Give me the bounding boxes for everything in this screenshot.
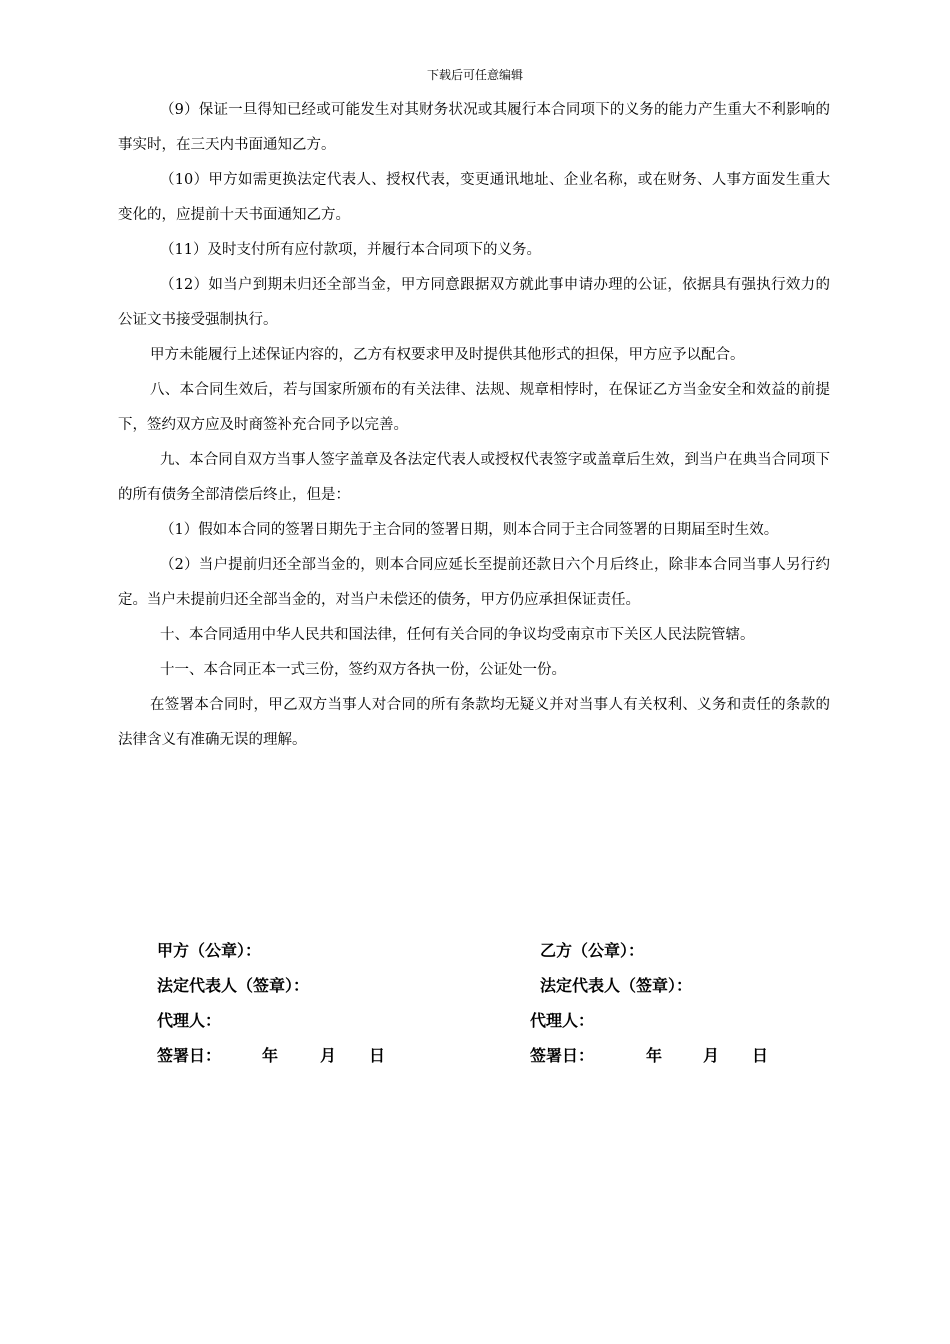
article-9-item-1: （1）假如本合同的签署日期先于主合同的签署日期，则本合同于主合同签署的日期届至时生效。 [160,522,779,538]
party-b-year: 年 [646,1046,663,1065]
article-9: 九、本合同自双方当事人签字盖章及各法定代表人或授权代表签字或盖章后生效，到当户在典当合同项下的所有债务全部清偿后终止，但是： [118,452,830,503]
party-a-seal-label: 甲方（公章）： [157,941,262,960]
party-a-month: 月 [320,1046,337,1065]
page-header: 下载后可任意编辑 [426,68,523,82]
party-b-day: 日 [752,1046,769,1065]
party-b-agent-label: 代理人： [530,1011,595,1030]
article-8: 八、本合同生效后，若与国家所颁布的有关法律、法规、规章相悖时，在保证乙方当金安全和效益的前提下，签约双方应及时商签补充合同予以完善。 [118,382,830,433]
party-a-legal-rep-label: 法定代表人（签章）： [157,976,310,995]
contract-body [118,93,830,758]
clause-12: （12）如当户到期未归还全部当金，甲方同意跟据双方就此事申请办理的公证，依据具有强执行效力的公证文书接受强制执行。 [118,277,830,328]
party-a-agent-label: 代理人： [157,1011,222,1030]
clause-10: （10）甲方如需更换法定代表人、授权代表，变更通讯地址、企业名称，或在财务、人事方面发生重大变化的，应提前十天书面通知乙方。 [118,172,830,223]
party-a-day: 日 [369,1046,386,1065]
party-a-date-label: 签署日： [157,1046,222,1065]
closing-paragraph: 在签署本合同时，甲乙双方当事人对合同的所有条款均无疑义并对当事人有关权利、义务和责任的条款的法律含义有准确无误的理解。 [118,697,830,748]
party-b-seal-label: 乙方（公章）： [540,941,645,960]
party-b-month: 月 [703,1046,720,1065]
article-10: 十、本合同适用中华人民共和国法律，任何有关合同的争议均受南京市下关区人民法院管辖。 [160,627,755,643]
article-9-item-2: （2）当户提前归还全部当金的，则本合同应延长至提前还款日六个月后终止，除非本合同当事人另行约定。当户未提前归还全部当金的，对当户未偿还的债务，甲方仍应承担保证责任。 [118,557,830,608]
guarantee-paragraph: 甲方未能履行上述保证内容的，乙方有权要求甲及时提供其他形式的担保，甲方应予以配合。 [150,347,745,363]
party-b-legal-rep-label: 法定代表人（签章）： [540,976,693,995]
clause-11: （11）及时支付所有应付款项，并履行本合同项下的义务。 [160,242,541,258]
clause-9: （9）保证一旦得知已经或可能发生对其财务状况或其履行本合同项下的义务的能力产生重大不利影响的事实时，在三天内书面通知乙方。 [118,102,830,153]
party-a-year: 年 [262,1046,279,1065]
article-11: 十一、本合同正本一式三份，签约双方各执一份，公证处一份。 [160,662,566,678]
party-b-date-label: 签署日： [530,1046,595,1065]
